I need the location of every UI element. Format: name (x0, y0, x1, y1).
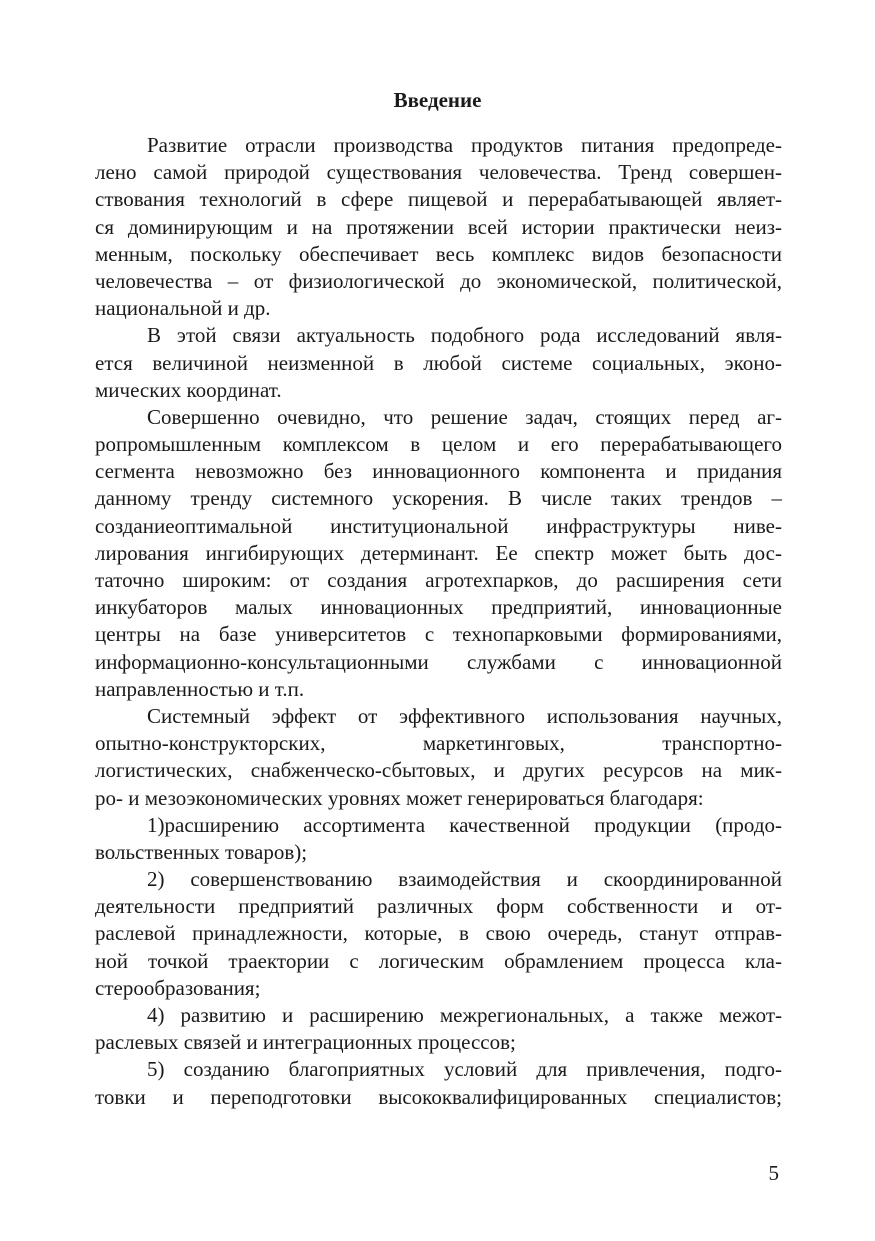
list-item-line: 1)расширению ассортимента качественной продукции (продо- (147, 812, 782, 837)
text-line: мических координат. (95, 377, 282, 402)
text-line: сегмента невозможно без инновационного компонента и придания (95, 459, 782, 484)
list-item-line: 5) созданию благоприятных условий для привлечения, подго- (147, 1057, 782, 1082)
text-line: логистических, снабженческо-сбытовых, и других ресурсов на мик- (95, 758, 782, 783)
text-line: инкубаторов малых инновационных предприятий, инновационные (95, 595, 782, 620)
text-line: человечества – от физиологической до экономической, политической, (95, 268, 782, 293)
list-item-line: стерообразования; (95, 975, 261, 1000)
text-line: менным, поскольку обеспечивает весь комплекс видов безопасности (95, 241, 782, 266)
page-number: 5 (768, 1161, 779, 1185)
text-line: опытно-конструкторских, маркетинговых, транспортно- (95, 731, 782, 756)
text-line: ро- и мезоэкономических уровнях может генерироваться благодаря: (95, 785, 704, 810)
body-text (95, 132, 782, 1111)
text-line: направленностью и т.п. (95, 676, 305, 701)
text-line: центры на базе университетов с технопарковыми формированиями, (95, 622, 782, 647)
list-item-line: ной точкой траектории с логическим обрамлением процесса кла- (95, 948, 782, 973)
text-line: данному тренду системного ускорения. В числе таких трендов – (95, 486, 782, 511)
text-line: ропромышленным комплексом в целом и его перерабатывающего (95, 432, 782, 457)
text-line: ствования технологий в сфере пищевой и перерабатывающей являет- (95, 187, 782, 212)
text-line: созданиеоптимальной институциональной инфраструктуры ниве- (95, 513, 782, 538)
text-line: информационно-консультационными службами с инновационной (95, 649, 782, 674)
list-item-line: раслевой принадлежности, которые, в свою очередь, станут отправ- (95, 921, 782, 946)
text-line: таточно широким: от создания агротехпарков, до расширения сети (95, 568, 782, 592)
text-line: Развитие отрасли производства продуктов питания предопреде- (147, 133, 782, 157)
page-title: Введение (393, 88, 482, 112)
text-line: Совершенно очевидно, что решение задач, стоящих перед аг- (147, 404, 782, 429)
text-line: ется величиной неизменной в любой системе социальных, эконо- (95, 350, 782, 375)
list-item-line: раслевых связей и интеграционных процессов; (95, 1030, 516, 1055)
text-line: В этой связи актуальность подобного рода исследований явля- (147, 323, 782, 348)
text-line: лено самой природой существования человечества. Тренд совершен- (95, 160, 782, 185)
text-line: национальной и др. (95, 296, 271, 321)
list-item-line: 2) совершенствованию взаимодействия и скоординированной (147, 867, 782, 892)
list-item-line: 4) развитию и расширению межрегиональных, а также межот- (147, 1003, 782, 1027)
text-line: Системный эффект от эффективного использования научных, (147, 703, 782, 728)
text-line: лирования ингибирующих детерминант. Ее спектр может быть дос- (95, 540, 782, 565)
text-line: ся доминирующим и на протяжении всей истории практически неиз- (95, 214, 782, 239)
list-item-line: товки и переподготовки высококвалифицированных специалистов; (95, 1084, 782, 1109)
list-item-line: деятельности предприятий различных форм собственности и от- (95, 894, 782, 919)
list-item-line: вольственных товаров); (95, 839, 308, 864)
